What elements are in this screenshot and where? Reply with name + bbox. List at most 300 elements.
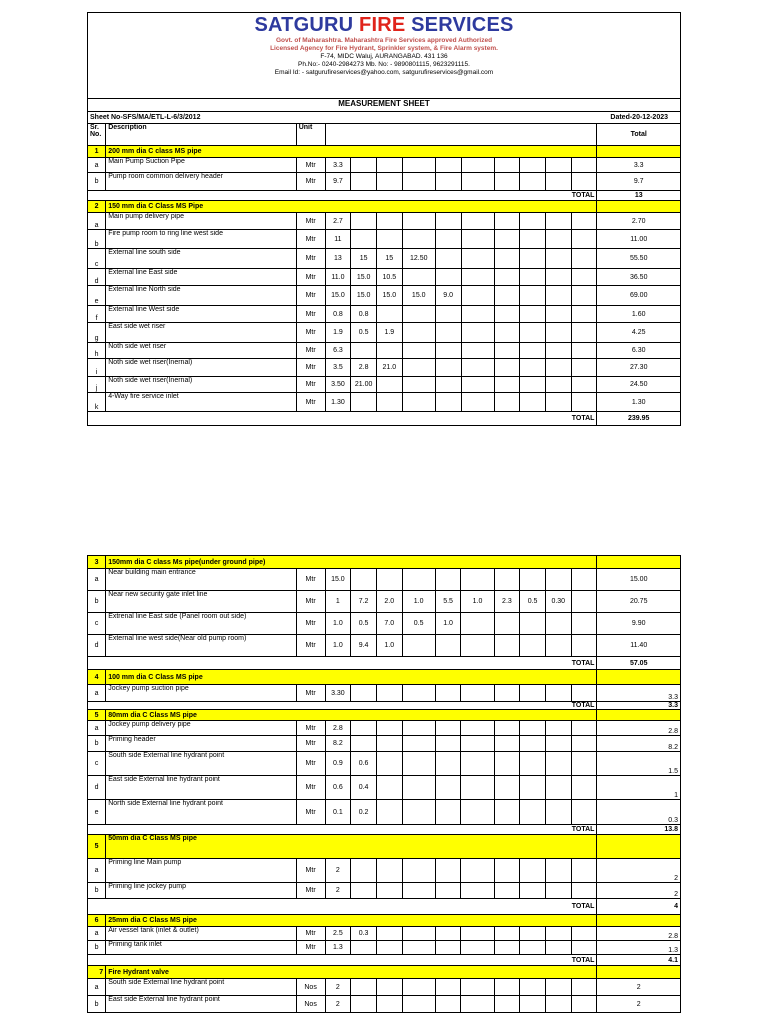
row-value (520, 306, 546, 323)
row-value (402, 323, 435, 343)
total-label: TOTAL (88, 955, 597, 966)
row-unit: Mtr (296, 883, 325, 899)
table-row (88, 859, 681, 883)
row-value (402, 569, 435, 591)
row-sr: d (88, 776, 106, 800)
row-description: External line East side (106, 269, 297, 286)
section-title-total (597, 710, 681, 721)
table-row (88, 685, 681, 702)
section-number: 4 (88, 670, 106, 685)
row-value (494, 979, 520, 996)
section-title-row (88, 556, 681, 569)
row-value (402, 996, 435, 1013)
row-description: Main pump delivery pipe (106, 213, 297, 230)
table-row (88, 377, 681, 393)
col-values-header (325, 124, 597, 146)
row-value (545, 800, 571, 825)
row-unit: Mtr (296, 927, 325, 941)
row-value: 0.9 (325, 752, 351, 776)
row-value: 21.0 (376, 359, 402, 377)
row-unit: Nos (296, 979, 325, 996)
row-value: 10.5 (376, 269, 402, 286)
row-value (546, 213, 572, 230)
row-value (435, 158, 461, 173)
row-description: South side External line hydrant point (106, 979, 296, 996)
row-value (376, 859, 402, 883)
row-value (494, 249, 520, 269)
row-sr: b (88, 173, 106, 191)
row-value (376, 996, 402, 1013)
license-line: Licensed Agency for Fire Hydrant, Sprinkler system, & Fire Alarm system. (270, 45, 498, 52)
section-total-row (88, 191, 681, 201)
row-value (376, 230, 402, 249)
row-unit: Mtr (296, 736, 325, 752)
row-total: 2 (597, 859, 681, 883)
row-description: Air vessel tank (inlet & outlet) (106, 927, 296, 941)
row-value (545, 776, 571, 800)
row-total: 2 (597, 996, 681, 1013)
phone-line: Ph.No:- 0240-2984273 Mb. No: - 9890801115, 9623291115. (298, 61, 470, 68)
row-value (520, 158, 546, 173)
table-row (88, 635, 681, 657)
row-value (520, 736, 546, 752)
row-value (435, 979, 461, 996)
row-value: 1.0 (325, 613, 351, 635)
row-value: 0.5 (351, 323, 377, 343)
row-total: 11.40 (597, 635, 681, 657)
row-value (376, 213, 402, 230)
section-total-value: 4 (597, 899, 681, 915)
row-unit: Mtr (296, 158, 325, 173)
row-sr: b (88, 591, 106, 613)
row-value (545, 613, 571, 635)
row-description: Priming tank inlet (106, 941, 296, 955)
letterhead (87, 12, 681, 99)
row-unit: Nos (296, 996, 325, 1013)
section-total-row (88, 702, 681, 710)
row-value (546, 343, 572, 359)
row-value (461, 343, 494, 359)
row-value (494, 213, 520, 230)
row-value (571, 752, 597, 776)
row-value (546, 377, 572, 393)
row-sr: b (88, 996, 106, 1013)
row-value (571, 859, 597, 883)
row-value: 15 (351, 249, 377, 269)
approval-line: Govt. of Maharashtra. Maharashtra Fire Services approved Authorized (275, 37, 493, 44)
row-total: 55.50 (597, 249, 681, 269)
table-row (88, 996, 681, 1013)
row-value (494, 721, 520, 736)
row-value: 9.4 (351, 635, 377, 657)
row-value: 7.0 (376, 613, 402, 635)
row-value: 15.0 (351, 269, 377, 286)
row-value (571, 230, 597, 249)
section-total-row (88, 825, 681, 835)
row-value: 13 (325, 249, 351, 269)
row-value (520, 941, 546, 955)
section-title: 80mm dia C Class MS pipe (106, 710, 597, 721)
section-title: 150mm dia C class Ms pipe(under ground pipe) (106, 556, 597, 569)
row-value (494, 306, 520, 323)
row-value (546, 230, 572, 249)
row-value (520, 173, 546, 191)
table-row (88, 752, 681, 776)
row-value (351, 996, 377, 1013)
row-value (545, 635, 571, 657)
row-value (494, 323, 520, 343)
row-value: 1.3 (325, 941, 351, 955)
row-value (435, 249, 461, 269)
row-value (435, 306, 461, 323)
row-value (545, 752, 571, 776)
row-value: 1.9 (376, 323, 402, 343)
row-value (520, 343, 546, 359)
total-label: TOTAL (88, 657, 597, 670)
row-unit: Mtr (296, 941, 325, 955)
row-total: 1 (597, 776, 681, 800)
row-value (571, 269, 597, 286)
row-value (520, 776, 546, 800)
row-value: 2.0 (376, 591, 402, 613)
section-title: Fire Hydrant valve (106, 966, 597, 979)
row-value (520, 359, 546, 377)
row-total: 1.5 (597, 752, 681, 776)
row-value: 3.50 (325, 377, 351, 393)
row-value (520, 377, 546, 393)
row-value (461, 800, 494, 825)
row-total: 3.3 (597, 685, 681, 702)
row-value (520, 800, 546, 825)
row-value (461, 996, 494, 1013)
row-value (376, 800, 402, 825)
row-value: 2 (325, 996, 351, 1013)
section-number: 3 (88, 556, 106, 569)
row-value (494, 269, 520, 286)
row-value (461, 213, 494, 230)
row-total: 2 (597, 883, 681, 899)
row-value (376, 979, 402, 996)
row-sr: b (88, 736, 106, 752)
row-value: 15.0 (325, 569, 351, 591)
row-value (520, 979, 546, 996)
row-sr: a (88, 927, 106, 941)
row-description: East side External line hydrant point (106, 996, 296, 1013)
row-value: 5.5 (435, 591, 461, 613)
row-value (494, 569, 520, 591)
row-total: 20.75 (597, 591, 681, 613)
row-value (402, 800, 435, 825)
row-value (435, 213, 461, 230)
row-value (494, 286, 520, 306)
section-total-value: 239.95 (597, 412, 681, 426)
row-sr: a (88, 721, 106, 736)
row-value (461, 859, 494, 883)
row-description: External line West side (106, 306, 297, 323)
section-title: 150 mm dia C Class MS Pipe (106, 201, 597, 213)
row-value (461, 883, 494, 899)
row-value: 0.6 (325, 776, 351, 800)
table-row (88, 927, 681, 941)
row-value: 9.0 (435, 286, 461, 306)
row-value (571, 927, 597, 941)
row-value: 15.0 (402, 286, 435, 306)
row-value: 0.5 (520, 591, 546, 613)
table-row (88, 359, 681, 377)
row-description: North side External line hydrant point (106, 800, 296, 825)
row-value (402, 213, 435, 230)
row-value (571, 377, 597, 393)
row-value (402, 859, 435, 883)
row-value (402, 158, 435, 173)
row-unit: Mtr (296, 359, 325, 377)
section-title-row (88, 146, 681, 158)
section-title-total (597, 835, 681, 859)
section-total-value: 57.05 (597, 657, 681, 670)
row-value: 8.2 (325, 736, 351, 752)
row-sr: c (88, 613, 106, 635)
row-value (494, 158, 520, 173)
row-total: 27.30 (597, 359, 681, 377)
row-value (494, 635, 520, 657)
table-row (88, 941, 681, 955)
row-value (402, 927, 435, 941)
row-description: Extrenal line East side (Panel room out side) (106, 613, 296, 635)
row-value (435, 635, 461, 657)
row-value (571, 883, 597, 899)
row-value (402, 377, 435, 393)
row-value (461, 359, 494, 377)
row-value (435, 721, 461, 736)
row-value (376, 685, 402, 702)
section-number: 5 (88, 710, 106, 721)
email-line: Email Id: - satgurufireservices@yahoo.com, satgurufireservices@gmail.com (274, 69, 494, 76)
row-value (435, 800, 461, 825)
section-title-total (597, 556, 681, 569)
row-sr: c (88, 752, 106, 776)
row-value (402, 752, 435, 776)
row-value (571, 979, 597, 996)
row-value (571, 776, 597, 800)
row-value (571, 800, 597, 825)
row-value (351, 883, 377, 899)
row-value (571, 996, 597, 1013)
row-value (545, 941, 571, 955)
row-value: 11.0 (325, 269, 351, 286)
row-value (351, 393, 377, 412)
row-value (402, 343, 435, 359)
row-value (461, 269, 494, 286)
row-total: 2.70 (597, 213, 681, 230)
section-total-value: 4.1 (597, 955, 681, 966)
row-total: 2.8 (597, 721, 681, 736)
table-row (88, 173, 681, 191)
row-value: 1.0 (325, 635, 351, 657)
row-description: External line south side (106, 249, 297, 269)
row-unit: Mtr (296, 269, 325, 286)
row-description: Noth side wet riser (106, 343, 297, 359)
row-value: 7.2 (351, 591, 377, 613)
row-value (520, 635, 546, 657)
table-row (88, 213, 681, 230)
row-value (546, 359, 572, 377)
row-value (351, 158, 377, 173)
row-value: 9.7 (325, 173, 351, 191)
row-sr: d (88, 269, 106, 286)
row-value (402, 359, 435, 377)
section-title: 200 mm dia C class MS pipe (106, 146, 597, 158)
row-value (520, 213, 546, 230)
section-total-value: 3.3 (597, 702, 681, 710)
row-value (571, 249, 597, 269)
row-value (376, 306, 402, 323)
table-row (88, 286, 681, 306)
row-value (520, 721, 546, 736)
row-value (546, 158, 572, 173)
section-total-value: 13.8 (597, 825, 681, 835)
row-total: 4.25 (597, 323, 681, 343)
row-value (351, 721, 377, 736)
row-value (402, 306, 435, 323)
table-row (88, 883, 681, 899)
row-value (402, 269, 435, 286)
row-description: East side wet riser (106, 323, 297, 343)
row-value (494, 776, 520, 800)
row-value (494, 941, 520, 955)
row-value (520, 996, 546, 1013)
row-sr: k (88, 393, 106, 412)
table-row (88, 269, 681, 286)
row-value (461, 323, 494, 343)
row-value (494, 736, 520, 752)
table-row (88, 323, 681, 343)
row-value: 2 (325, 979, 351, 996)
row-value: 6.3 (325, 343, 351, 359)
row-value (520, 323, 546, 343)
row-value (494, 752, 520, 776)
col-sr-header: Sr. No. (88, 124, 106, 146)
row-value (351, 685, 377, 702)
row-value (494, 343, 520, 359)
row-total: 8.2 (597, 736, 681, 752)
total-label: TOTAL (88, 702, 597, 710)
row-sr: f (88, 306, 106, 323)
row-value (402, 393, 435, 412)
total-label: TOTAL (88, 825, 597, 835)
row-sr: b (88, 230, 106, 249)
row-total: 3.3 (597, 158, 681, 173)
row-value (520, 249, 546, 269)
row-value (571, 173, 597, 191)
row-value (520, 269, 546, 286)
sheet-title: MEASUREMENT SHEET (87, 97, 681, 111)
row-unit: Mtr (296, 393, 325, 412)
row-total: 36.50 (597, 269, 681, 286)
row-value (571, 323, 597, 343)
section-total-row (88, 657, 681, 670)
section-title-row (88, 710, 681, 721)
row-value (402, 776, 435, 800)
section-title-total (597, 201, 681, 213)
row-description: South side External line hydrant point (106, 752, 296, 776)
row-unit: Mtr (296, 635, 325, 657)
column-header-row (88, 124, 681, 146)
row-value (461, 635, 494, 657)
row-sr: a (88, 158, 106, 173)
row-value: 0.4 (351, 776, 377, 800)
row-sr: b (88, 941, 106, 955)
row-value: 21.00 (351, 377, 377, 393)
row-value (376, 927, 402, 941)
row-total: 2.8 (597, 927, 681, 941)
row-value (435, 269, 461, 286)
row-value (546, 269, 572, 286)
table-row (88, 721, 681, 736)
row-value (545, 569, 571, 591)
row-value (402, 979, 435, 996)
row-value (494, 377, 520, 393)
measurement-table-page2 (87, 555, 681, 1013)
company-name: SATGURU FIRE SERVICES (254, 14, 514, 36)
row-value (545, 927, 571, 941)
row-unit: Mtr (296, 752, 325, 776)
row-value (545, 736, 571, 752)
section-number: 2 (88, 201, 106, 213)
row-total: 2 (597, 979, 681, 996)
row-description: Jockey pump delivery pipe (106, 721, 296, 736)
row-sr: a (88, 213, 106, 230)
col-unit-header: Unit (296, 124, 325, 146)
row-value (520, 286, 546, 306)
row-value (494, 800, 520, 825)
row-value: 1 (325, 591, 351, 613)
row-value (435, 927, 461, 941)
row-value (376, 343, 402, 359)
row-value (546, 306, 572, 323)
row-sr: g (88, 323, 106, 343)
row-value (571, 613, 597, 635)
row-value (546, 323, 572, 343)
row-description: Fire pump room to ring line west side (106, 230, 297, 249)
row-value (376, 721, 402, 736)
row-value (571, 343, 597, 359)
row-total: 1.3 (597, 941, 681, 955)
row-value (461, 776, 494, 800)
row-value (520, 393, 546, 412)
row-value: 2.3 (494, 591, 520, 613)
row-value (402, 883, 435, 899)
row-value (376, 883, 402, 899)
row-value (545, 979, 571, 996)
section-total-value: 13 (597, 191, 681, 201)
row-total: 1.60 (597, 306, 681, 323)
total-label: TOTAL (88, 191, 597, 201)
row-value: 15.0 (325, 286, 351, 306)
row-value (435, 859, 461, 883)
row-value: 3.3 (325, 158, 351, 173)
row-value (461, 286, 494, 306)
row-value (571, 736, 597, 752)
row-value (351, 173, 377, 191)
row-value: 3.30 (325, 685, 351, 702)
row-value (461, 306, 494, 323)
row-value: 15.0 (376, 286, 402, 306)
row-description: Priming line Main pump (106, 859, 296, 883)
row-description: Priming line jockey pump (106, 883, 296, 899)
section-title-row (88, 915, 681, 927)
row-value (461, 721, 494, 736)
row-value: 1.0 (435, 613, 461, 635)
